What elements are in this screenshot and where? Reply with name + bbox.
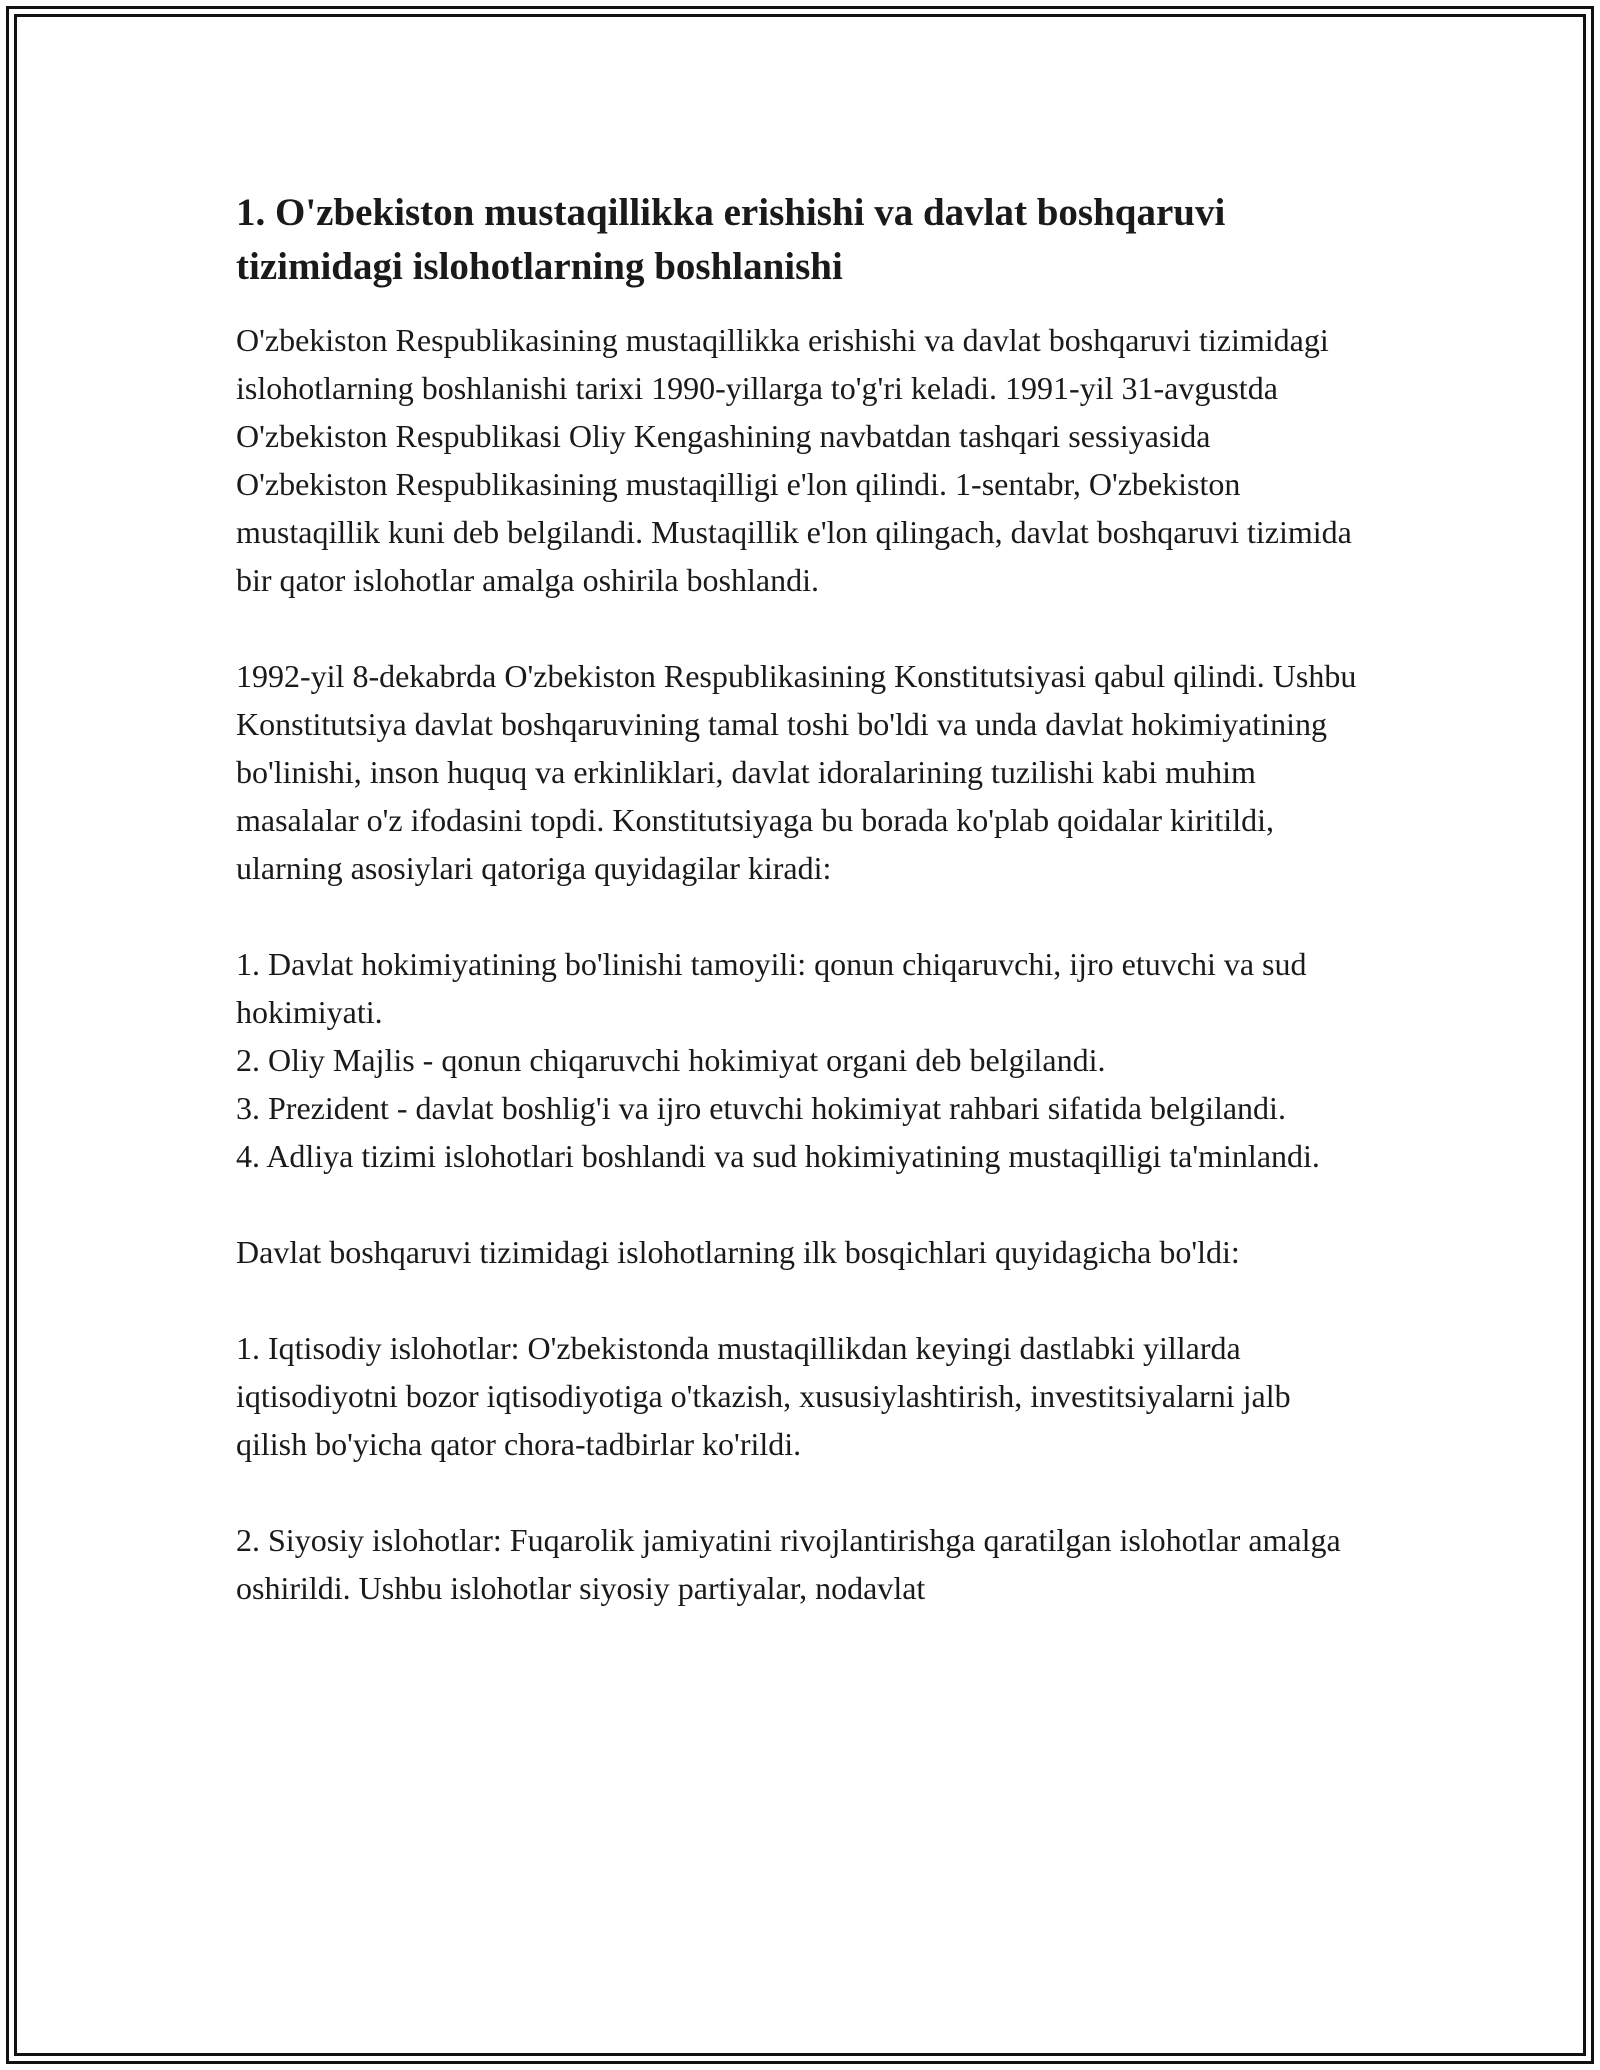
document-body (236, 186, 1366, 1660)
paragraph-reform-stages: Davlat boshqaruvi tizimidagi islohotlarning ilk bosqichlari quyidagicha bo'ldi: (236, 1234, 1240, 1270)
paragraph-independence: O'zbekiston Respublikasining mustaqillikka erishishi va davlat boshqaruvi tizimidagi islohotlarning boshlanishi tarixi 1990-yillarga to'g'ri keladi. 1991-yil 31-avgustda O'zbekiston Respublikasi Oliy Kengashining navbatdan tashqari sessiyasida O'zbekiston Respublikasining mustaqilligi e'lon qilindi. 1-sentabr, O'zbekiston mustaqillik kuni deb belgilandi. Mustaqillik e'lon qilingach, davlat boshqaruvi tizimida bir qator islohotlar amalga oshirila boshlandi. (236, 322, 1352, 598)
document-title: 1. O'zbekiston mustaqillikka erishishi va davlat boshqaruvi tizimidagi islohotlarning boshlanishi (236, 191, 1226, 288)
list-item: 3. Prezident - davlat boshlig'i va ijro etuvchi hokimiyat rahbari sifatida belgilandi. (236, 1090, 1286, 1126)
constitution-provisions-list (236, 940, 1366, 1180)
paragraph-constitution: 1992-yil 8-dekabrda O'zbekiston Respublikasining Konstitutsiyasi qabul qilindi. Ushbu Konstitutsiya davlat boshqaruvining tamal toshi bo'ldi va unda davlat hokimiyatining bo'linishi, inson huquq va erkinliklari, davlat idoralarining tuzilishi kabi muhim masalalar o'z ifodasini topdi. Konstitutsiyaga bu borada ko'plab qoidalar kiritildi, ularning asosiylari qatoriga quyidagilar kiradi: (236, 658, 1357, 886)
list-item: 2. Oliy Majlis - qonun chiqaruvchi hokimiyat organi deb belgilandi. (236, 1042, 1106, 1078)
list-item: 1. Davlat hokimiyatining bo'linishi tamoyili: qonun chiqaruvchi, ijro etuvchi va sud hokimiyati. (236, 946, 1307, 1030)
list-item: 4. Adliya tizimi islohotlari boshlandi va sud hokimiyatining mustaqilligi ta'minlandi. (236, 1138, 1320, 1174)
paragraph-economic-reforms: 1. Iqtisodiy islohotlar: O'zbekistonda mustaqillikdan keyingi dastlabki yillarda iqtisodiyotni bozor iqtisodiyotiga o'tkazish, xususiylashtirish, investitsiyalarni jalb qilish bo'yicha qator chora-tadbirlar ko'rildi. (236, 1330, 1291, 1462)
paragraph-political-reforms: 2. Siyosiy islohotlar: Fuqarolik jamiyatini rivojlantirishga qaratilgan islohotlar amalga oshirildi. Ushbu islohotlar siyosiy partiyalar, nodavlat (236, 1522, 1341, 1606)
